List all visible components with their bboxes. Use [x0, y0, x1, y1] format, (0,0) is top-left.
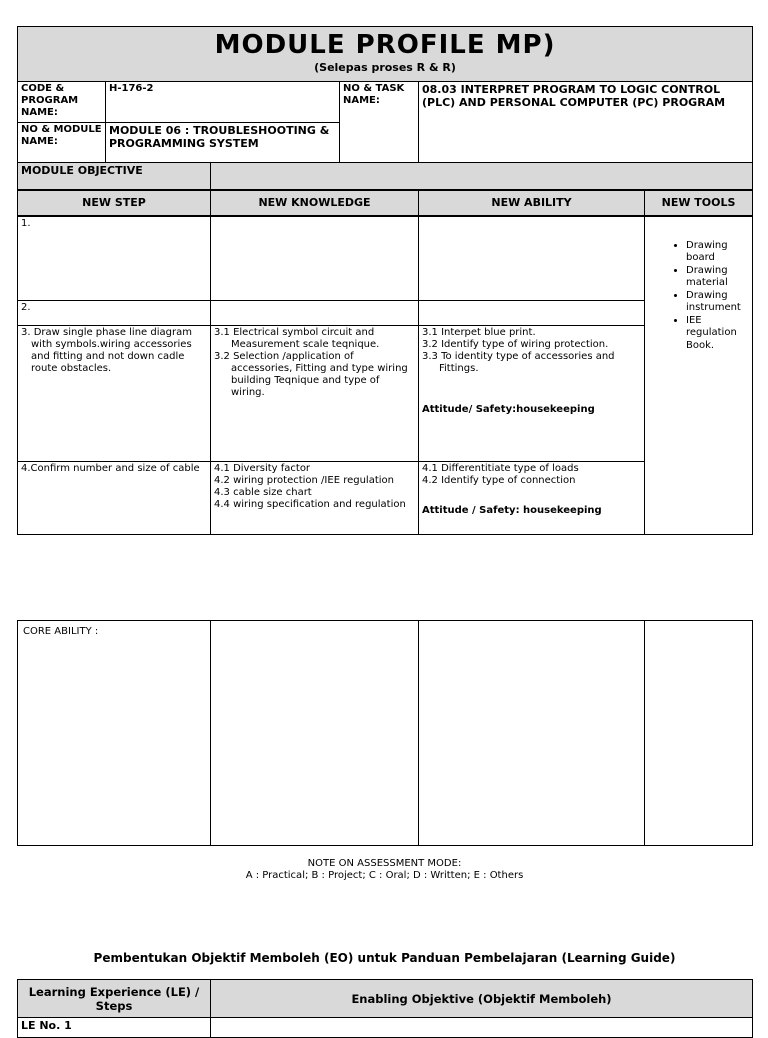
step-cell — [18, 326, 211, 462]
tools-cell — [645, 216, 753, 535]
step-cell — [18, 462, 211, 535]
assessment-note-title: NOTE ON ASSESSMENT MODE: — [307, 858, 462, 869]
knowledge-item: 4.3 cable size chart — [214, 487, 312, 498]
page-subtitle: (Selepas proses R & R) — [314, 61, 456, 74]
module-value: MODULE 06 : TROUBLESHOOTING & PROGRAMMING SYSTEM — [106, 123, 340, 163]
tools-list — [648, 240, 749, 353]
knowledge-item: 3.2 Selection /application of accessories, Fitting and type wiring building Teqnique and type of wiring. — [214, 351, 408, 398]
eo-cell — [211, 1018, 753, 1038]
title-cell — [18, 27, 753, 82]
step-text: 4.Confirm number and size of cable — [21, 463, 200, 474]
ability-item: 4.2 Identify type of connection — [422, 475, 576, 486]
knowledge-cell — [211, 462, 419, 535]
step-text: 3. Draw single phase line diagram with symbols.wiring accessories and fitting and not down cadle route obstacles. — [21, 327, 192, 374]
code-program-label: CODE & PROGRAM NAME: — [18, 82, 106, 123]
eo-col-header: Enabling Objektive (Objektif Memboleh) — [211, 980, 753, 1018]
knowledge-item: 4.4 wiring specification and regulation — [214, 499, 406, 510]
attitude-note: Attitude/ Safety:housekeeping — [422, 404, 595, 415]
module-objective-value — [211, 163, 753, 190]
learning-experience-table — [17, 979, 753, 1038]
ability-cell — [419, 326, 645, 462]
task-value: 08.03 INTERPRET PROGRAM TO LOGIC CONTROL (PLC) AND PERSONAL COMPUTER (PC) PROGRAM — [419, 82, 753, 163]
col-header-knowledge: NEW KNOWLEDGE — [211, 190, 419, 216]
list-item: • Drawing board — [686, 240, 749, 265]
core-ability-table — [17, 620, 753, 846]
col-header-ability: NEW ABILITY — [419, 190, 645, 216]
table-row — [18, 326, 753, 462]
table-row — [18, 301, 753, 326]
ability-cell — [419, 216, 645, 301]
list-item: • IEE regulation Book. — [686, 315, 749, 353]
ability-item: 3.1 Interpet blue print. — [422, 327, 536, 338]
table-row — [18, 216, 753, 301]
ability-item: 3.3 To identity type of accessories and Fittings. — [422, 351, 615, 374]
list-item: • Drawing instrument — [686, 290, 749, 315]
core-ability-cell — [645, 621, 753, 846]
step-cell: 1. — [18, 216, 211, 301]
le-row-label: LE No. 1 — [18, 1018, 211, 1038]
ability-item: 3.2 Identify type of wiring protection. — [422, 339, 609, 350]
task-label: NO & TASK NAME: — [340, 82, 419, 163]
col-header-tools: NEW TOOLS — [645, 190, 753, 216]
code-program-value: H-176-2 — [106, 82, 340, 123]
table-row — [18, 462, 753, 535]
ability-item: 4.1 Differentitiate type of loads — [422, 463, 579, 474]
col-header-step: NEW STEP — [18, 190, 211, 216]
ability-cell — [419, 462, 645, 535]
core-ability-cell — [211, 621, 419, 846]
core-ability-cell — [419, 621, 645, 846]
attitude-note: Attitude / Safety: housekeeping — [422, 505, 602, 516]
knowledge-item: 3.1 Electrical symbol circuit and Measurement scale teqnique. — [214, 327, 380, 350]
knowledge-item: 4.1 Diversity factor — [214, 463, 311, 474]
list-item: • Drawing material — [686, 265, 749, 290]
le-col-header: Learning Experience (LE) / Steps — [18, 980, 211, 1018]
knowledge-cell — [211, 326, 419, 462]
core-ability-label: CORE ABILITY : — [18, 621, 211, 846]
page-title: MODULE PROFILE MP) — [214, 30, 556, 60]
module-label: NO & MODULE NAME: — [18, 123, 106, 163]
ability-cell — [419, 301, 645, 326]
knowledge-item: 4.2 wiring protection /IEE regulation — [214, 475, 394, 486]
module-profile-table — [17, 26, 753, 535]
knowledge-cell — [211, 216, 419, 301]
step-cell: 2. — [18, 301, 211, 326]
assessment-note — [17, 858, 752, 882]
module-objective-label: MODULE OBJECTIVE — [18, 163, 211, 190]
knowledge-cell — [211, 301, 419, 326]
eo-section-title: Pembentukan Objektif Memboleh (EO) untuk Panduan Pembelajaran (Learning Guide) — [93, 951, 676, 965]
assessment-note-modes: A : Practical; B : Project; C : Oral; D : Written; E : Others — [245, 870, 524, 881]
